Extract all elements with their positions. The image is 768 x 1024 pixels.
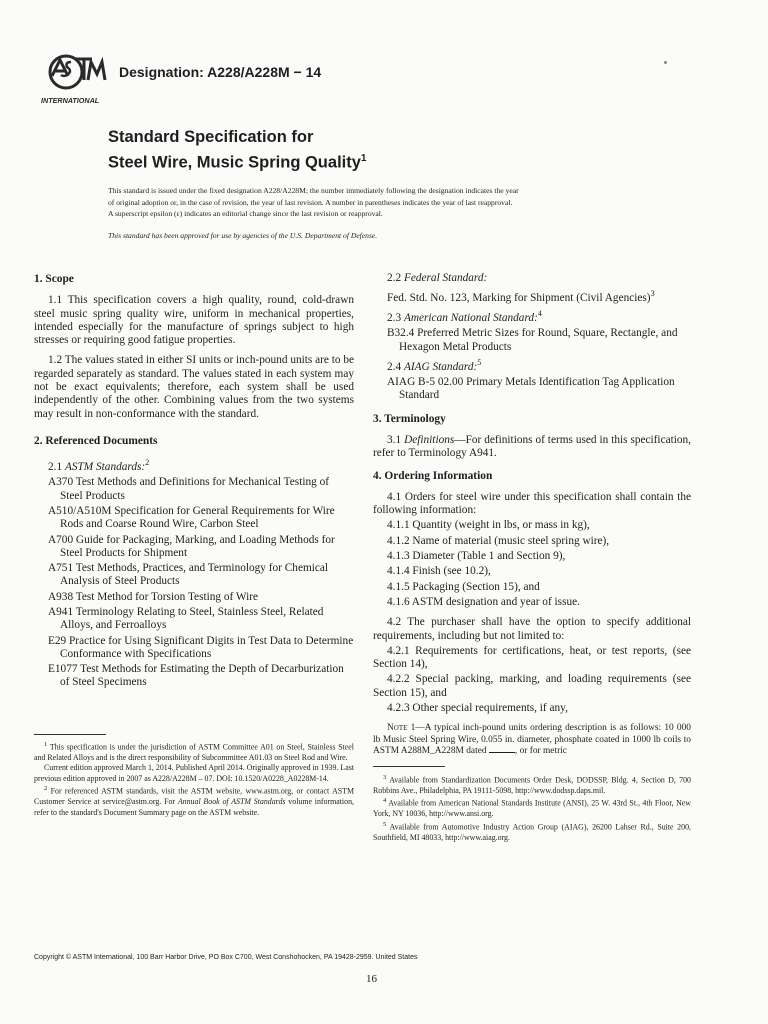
- note-1: Note 1—A typical inch-pound units ordering description is as follows: 10 000 lb Music Steel Spring Wire, 0.055 in. diameter, phosphate coated in 1000 lb coils to ASTM A288M_A228M dated , or for metric: [373, 723, 691, 756]
- ref-e29: E29 Practice for Using Significant Digits in Test Data to Determine Conformance with Specifications: [48, 634, 354, 660]
- para-4-2-3: 4.2.3 Other special requirements, if any,: [387, 702, 568, 715]
- para-4-2-1: 4.2.1 Requirements for certifications, heat, or test reports, (see Section 14),: [373, 644, 691, 671]
- page-number: 16: [366, 973, 377, 985]
- ref-a700: A700 Guide for Packaging, Marking, and Loading Methods for Steel Products for Shipment: [48, 533, 335, 559]
- footnotes-left: [34, 740, 354, 818]
- ref-a938: A938 Test Method for Torsion Testing of Wire: [48, 590, 259, 603]
- para-4-1: 4.1 Orders for steel wire under this specification shall contain the following information:: [373, 490, 691, 517]
- ref-fed-std-123: Fed. Std. No. 123, Marking for Shipment (Civil Agencies)$^3$: [387, 289, 655, 305]
- footnote-1-edition: Current edition approved March 1, 2014. Published April 2014. Originally approved in 1939. Last previous edition approved in 2007 as A228/A228M – 07. DOI: 10.1520/A0228_A0228M-14.: [34, 763, 354, 783]
- title-line-1: Standard Specification for: [108, 128, 314, 146]
- footnote-1: $^1$ This specification is under the jurisdiction of ASTM Committee A01 on Steel, Stainless Steel and Related Alloys and is the direct responsibility of Subcommittee A01.03 on Steel Rod and Wire.: [34, 741, 354, 763]
- ref-aiag-b5: AIAG B-5 02.00 Primary Metals Identification Tag Application Standard: [387, 376, 675, 402]
- item-4-1-1: 4.1.1 Quantity (weight in lbs, or mass in kg),: [387, 519, 590, 532]
- para-1-2: 1.2 The values stated in either SI units or inch-pound units are to be regarded separately as standard. The values stated in each system may not be exact equivalents; therefore, each system shall be used independently of the other. Combining values from the two systems may result in non-conformance with the standard.: [34, 354, 354, 420]
- right-column: [373, 272, 691, 757]
- astm-logo: [40, 50, 108, 108]
- speck: [664, 61, 667, 64]
- ref-e1077: E1077 Test Methods for Estimating the Depth of Decarburization of Steel Specimens: [48, 663, 344, 689]
- designation: Designation: A228/A228M − 14: [119, 64, 322, 80]
- issuance-note: [108, 185, 653, 220]
- subsection-2-2: 2.2 Federal Standard:: [387, 272, 488, 284]
- document-title: [108, 127, 366, 174]
- section-heading-ordering-information: 4. Ordering Information: [373, 469, 493, 482]
- section-heading-terminology: 3. Terminology: [373, 412, 446, 425]
- para-4-2: 4.2 The purchaser shall have the option to specify additional requirements, including but not limited to:: [373, 616, 691, 642]
- footnotes-right: [373, 773, 691, 843]
- footnote-rule-left: [34, 734, 106, 735]
- ref-a941: A941 Terminology Relating to Steel, Stainless Steel, Related Alloys, and Ferroalloys: [48, 606, 324, 632]
- item-4-1-5: 4.1.5 Packaging (Section 15), and: [387, 580, 540, 593]
- subsection-2-1: 2.1 ASTM Standards:$^2$: [48, 458, 150, 474]
- section-heading-scope: 1. Scope: [34, 273, 74, 285]
- intro-line-1: This standard is issued under the fixed designation A228/A228M; the number immediately following the designation indicates the year: [108, 186, 519, 195]
- item-4-1-6: 4.1.6 ASTM designation and year of issue.: [387, 595, 580, 608]
- ref-a370: A370 Test Methods and Definitions for Mechanical Testing of Steel Products: [48, 476, 329, 502]
- footnote-rule-right: [373, 766, 445, 767]
- footnote-4: $^4$ Available from American National Standards Institute (ANSI), 25 W. 43rd St., 4th Floor, New York, NY 10036, http://www.ansi.org.: [373, 797, 691, 819]
- footnote-3: $^3$ Available from Standardization Documents Order Desk, DODSSP, Bldg. 4, Section D, 700 Robbins Ave., Philadelphia, PA 19111-5098, http://www.dodssp.daps.mil.: [373, 774, 691, 796]
- svg-text:INTERNATIONAL: INTERNATIONAL: [41, 96, 100, 105]
- ref-a510: A510/A510M Specification for General Requirements for Wire Rods and Coarse Round Wire, Carbon Steel: [48, 504, 335, 531]
- footnote-5: $^5$ Available from Automotive Industry Action Group (AIAG), 26200 Lahser Rd., Suite 200, Southfield, MI 48033, http://www.aiag.org.: [373, 820, 691, 842]
- footnote-2: $^2$ For referenced ASTM standards, visit the ASTM website, www.astm.org, or contact ASTM Customer Service at service@astm.org. For Annual Book of ASTM Standards volume information, refer to the standard's Document Summary page on the ASTM website.: [34, 785, 354, 817]
- para-1-1: 1.1 This specification covers a high quality, round, cold-drawn steel music spring quality wire, uniform in mechanical properties, intended especially for the manufacture of springs subject to high stresses or requiring good fatigue properties.: [34, 294, 354, 347]
- para-4-2-2: 4.2.2 Special packing, marking, and loading requirements (see Section 15), and: [373, 673, 691, 699]
- approval-note: This standard has been approved for use by agencies of the U.S. Department of Defense.: [108, 231, 378, 240]
- ref-a751: A751 Test Methods, Practices, and Terminology for Chemical Analysis of Steel Products: [48, 562, 329, 588]
- copyright-notice: Copyright © ASTM International, 100 Barr Harbor Drive, PO Box C700, West Conshohocken, PA 19428-2959. United States: [34, 954, 418, 961]
- date-blank: [489, 752, 515, 753]
- para-3-1: 3.1 Definitions—For definitions of terms used in this specification, refer to Terminology A941.: [373, 433, 691, 460]
- intro-line-3: A superscript epsilon (ε) indicates an editorial change since the last revision or reapproval.: [108, 209, 383, 218]
- subsection-2-4: 2.4 AIAG Standard:$^5$: [387, 358, 482, 373]
- left-column: [34, 273, 354, 692]
- item-4-1-3: 4.1.3 Diameter (Table 1 and Section 9),: [387, 550, 566, 563]
- item-4-1-2: 4.1.2 Name of material (music steel spring wire),: [387, 534, 610, 547]
- ref-b32-4: B32.4 Preferred Metric Sizes for Round, Square, Rectangle, and Hexagon Metal Products: [387, 327, 678, 353]
- section-heading-referenced-documents: 2. Referenced Documents: [34, 434, 158, 447]
- intro-line-2: of original adoption or, in the case of revision, the year of last revision. A number in parentheses indicates the year of last reapproval.: [108, 197, 513, 207]
- item-4-1-4: 4.1.4 Finish (see 10.2),: [387, 565, 491, 578]
- subsection-2-3: 2.3 American National Standard:$^4$: [387, 309, 542, 325]
- title-line-2: Steel Wire, Music Spring Quality$^1$: [108, 153, 367, 172]
